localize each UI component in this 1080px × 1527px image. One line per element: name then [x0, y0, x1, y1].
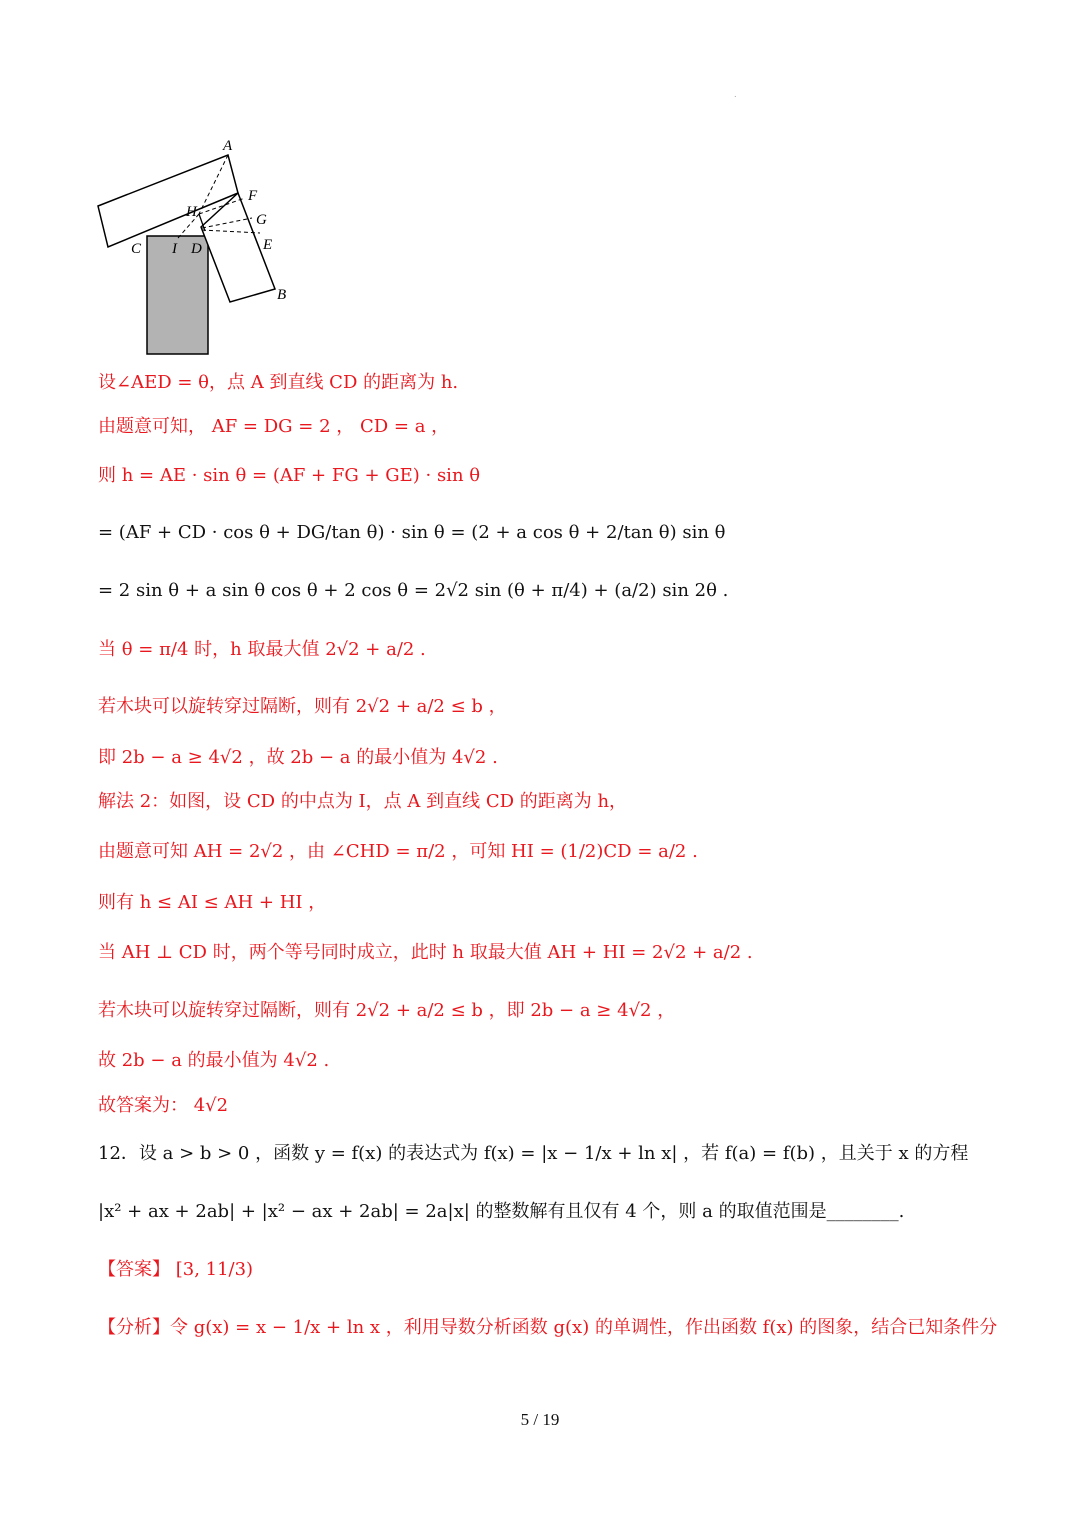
label-D: D — [191, 241, 202, 257]
solution-line-10: 由题意可知 AH = 2√2 ，由 ∠CHD = π/2 ，可知 HI = (1/2)CD = a/2 . — [98, 841, 698, 862]
label-C: C — [131, 241, 142, 257]
solution-line-3: 则 h = AE · sin θ = (AF + FG + GE) · sin θ — [98, 465, 481, 486]
label-B: B — [277, 287, 287, 303]
solution-line-4: = (AF + CD · cos θ + DG/tan θ) · sin θ = (2 + a cos θ + 2/tan θ) sin θ — [98, 522, 726, 543]
solution-line-9: 解法 2：如图，设 CD 的中点为 I，点 A 到直线 CD 的距离为 h， — [98, 791, 628, 812]
answer-line: 【答案】 [3, 11/3) — [98, 1259, 254, 1280]
solution-line-2: 由题意可知， AF = DG = 2 ， CD = a ， — [98, 416, 450, 437]
label-A: A — [223, 138, 233, 154]
question-12-line-2: |x² + ax + 2ab| + |x² − ax + 2ab| = 2a|x| 的整数解有且仅有 4 个，则 a 的取值范围是________. — [98, 1201, 905, 1222]
solution-line-14: 故 2b − a 的最小值为 4√2 . — [98, 1050, 330, 1071]
stray-dot: . — [734, 90, 737, 99]
label-G: G — [256, 212, 267, 228]
solution-line-7: 若木块可以旋转穿过隔断，则有 2√2 + a/2 ≤ b ， — [98, 696, 507, 717]
solution-line-5: = 2 sin θ + a sin θ cos θ + 2 cos θ = 2√2 sin (θ + π/4) + (a/2) sin 2θ . — [98, 580, 729, 601]
label-F: F — [248, 188, 258, 204]
geometry-figure — [90, 130, 300, 360]
solution-line-15: 故答案为： 4√2 — [98, 1095, 229, 1116]
analysis-line: 【分析】令 g(x) = x − 1/x + ln x ，利用导数分析函数 g(x) 的单调性，作出函数 f(x) 的图象，结合已知条件分 — [98, 1317, 998, 1338]
label-E: E — [263, 237, 273, 253]
solution-line-1: 设∠AED = θ，点 A 到直线 CD 的距离为 h. — [98, 372, 459, 393]
solution-line-11: 则有 h ≤ AI ≤ AH + HI ， — [98, 892, 327, 913]
solution-line-8: 即 2b − a ≥ 4√2 ，故 2b − a 的最小值为 4√2 . — [98, 747, 498, 768]
solution-line-6: 当 θ = π/4 时，h 取最大值 2√2 + a/2 . — [98, 639, 426, 660]
solution-line-13: 若木块可以旋转穿过隔断，则有 2√2 + a/2 ≤ b ，即 2b − a ≥ 4√2 ， — [98, 1000, 676, 1021]
question-12-line-1: 12．设 a > b > 0 ，函数 y = f(x) 的表达式为 f(x) = |x − 1/x + ln x| ，若 f(a) = f(b) ，且关于 x 的方程 — [98, 1143, 969, 1164]
label-H: H — [186, 204, 197, 220]
solution-line-12: 当 AH ⊥ CD 时，两个等号同时成立，此时 h 取最大值 AH + HI = 2√2 + a/2 . — [98, 942, 753, 963]
label-I: I — [172, 241, 177, 257]
page-number: 5 / 19 — [520, 1410, 560, 1429]
